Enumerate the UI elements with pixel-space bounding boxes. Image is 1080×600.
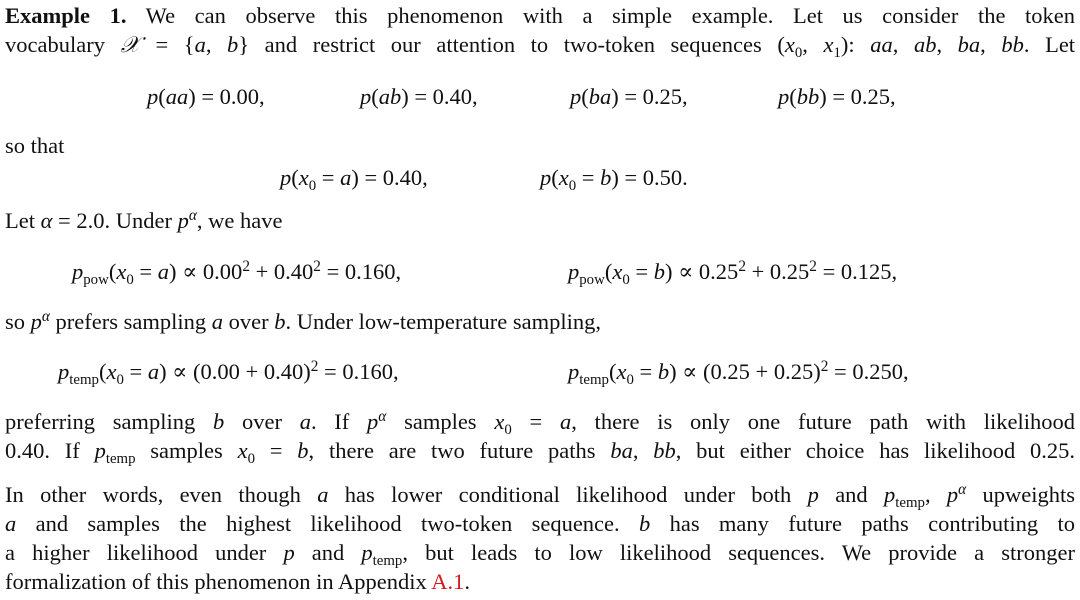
example-label: Example 1. — [5, 3, 127, 28]
so-prefers-text: so $p^\alpha$ prefers sampling a over b. Under low-temperature sampling, — [5, 307, 602, 334]
para2-line-1: preferring sampling b over a. If $p^\alpha$ samples $x_0 = a$, there is only one future path with likelihood — [5, 407, 1075, 438]
example-line-1: Example 1. We can observe this phenomenon with a simple example. Let us consider the token — [5, 3, 1075, 28]
eq-pow-b: $p_{pow}(x_0 = b) \propto 0.25^2 + 0.25^2 = 0.125$, — [568, 257, 898, 288]
eq-temp-b: $p_{temp}(x_0 = b) \propto (0.25 + 0.25)^2 = 0.250$, — [568, 357, 909, 388]
para3-line-4-text: formalization of this phenomenon in Appendix — [5, 569, 427, 594]
eq-marginal-b: $p(x_0 = b) = 0.50$. — [540, 165, 688, 194]
let-alpha-text: Let α = 2.0. Under $p^\alpha$, we have — [5, 206, 283, 233]
para3-line-2: a and samples the highest likelihood two-token sequence. b has many future paths contributing to — [5, 511, 1075, 536]
para3-line-1: In other words, even though a has lower conditional likelihood under both p and $p_{temp}$, $p^\alpha$ upweights — [5, 480, 1076, 511]
eq-p-bb: p(bb) = 0.25, — [778, 84, 896, 109]
para3-line-4 — [5, 568, 470, 596]
eq-marginal-a: $p(x_0 = a) = 0.40$, — [280, 165, 428, 194]
para2-line-2: 0.40. If $p_{temp}$ samples $x_0 = b$, there are two future paths ba, bb, but either choice has likelihood 0.25. — [5, 438, 1076, 467]
example-line-2: vocabulary 𝒳 = {a, b} and restrict our attention to two-token sequences ($x_0$, $x_1$): aa, ab, ba, bb. Let — [5, 32, 1076, 61]
eq-pow-a: $p_{pow}(x_0 = a) \propto 0.00^2 + 0.40^2 = 0.160$, — [72, 257, 402, 288]
eq-temp-a: $p_{temp}(x_0 = a) \propto (0.00 + 0.40)^2 = 0.160$, — [58, 357, 399, 388]
para3-line-4-period: . — [464, 569, 470, 594]
eq-p-ba: p(ba) = 0.25, — [570, 84, 688, 109]
eq-p-ab: p(ab) = 0.40, — [360, 84, 478, 109]
so-that-text: so that — [5, 133, 65, 158]
para3-line-3: a higher likelihood under p and $p_{temp}$, but leads to low likelihood sequences. We provide a stronger — [5, 540, 1075, 569]
eq-p-aa: p(aa) = 0.00, — [147, 84, 265, 109]
appendix-link[interactable]: A.1 — [431, 569, 465, 594]
